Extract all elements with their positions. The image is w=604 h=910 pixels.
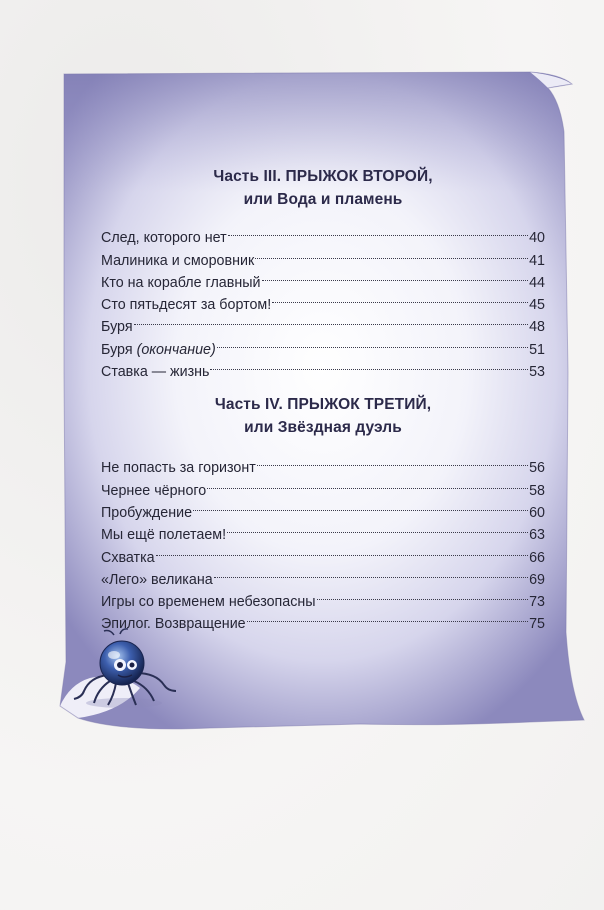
- part3-title: Часть III. ПРЫЖОК ВТОРОЙ,: [213, 168, 433, 185]
- page-number: 73: [529, 594, 545, 611]
- dot-leader: [214, 562, 528, 584]
- entry-title-main: Буря: [101, 341, 133, 358]
- page-number: 41: [529, 252, 545, 269]
- entry-title: Игры со временем небезопасны: [101, 594, 316, 611]
- dot-leader: [272, 287, 528, 309]
- dot-leader: [210, 354, 528, 376]
- dot-leader: [227, 517, 528, 539]
- page-number: 56: [529, 460, 545, 477]
- entry-title: Пробуждение: [101, 504, 193, 521]
- dot-leader: [317, 584, 529, 606]
- dot-leader: [156, 539, 528, 561]
- page-number: 63: [529, 527, 545, 544]
- toc-entry[interactable]: [101, 331, 545, 358]
- toc-entry[interactable]: [101, 309, 545, 336]
- dot-leader: [193, 495, 528, 517]
- entry-title: Буря: [101, 319, 133, 336]
- entry-title: «Лего» великана: [101, 571, 213, 588]
- dot-leader: [207, 472, 528, 494]
- entry-title: [101, 339, 216, 361]
- entry-title: Ставка — жизнь: [101, 364, 210, 381]
- page-number: 44: [529, 274, 545, 291]
- page-number: 48: [529, 319, 545, 336]
- entry-title: Схватка: [101, 549, 155, 566]
- page-number: 66: [529, 549, 545, 566]
- entry-title-italic: (окончание): [136, 341, 216, 358]
- page-number: 40: [529, 230, 545, 247]
- dot-leader: [247, 606, 528, 628]
- spider-robot-icon: [64, 625, 184, 715]
- entry-title: Чернее чёрного: [101, 482, 207, 499]
- entry-title: Сто пятьдесят за бортом!: [101, 297, 272, 314]
- dot-leader: [228, 220, 528, 242]
- part4-title: Часть IV. ПРЫЖОК ТРЕТИЙ,: [214, 396, 432, 414]
- page-number: 69: [529, 571, 545, 588]
- entry-title: Малиника и сморовник: [101, 252, 255, 269]
- toc-entry[interactable]: [101, 220, 545, 247]
- entry-title: Кто на корабле главный: [101, 274, 261, 291]
- part4-heading: [101, 393, 545, 439]
- dot-leader: [255, 242, 528, 264]
- entry-title: След, которого нет: [101, 230, 227, 247]
- toc-entry[interactable]: [101, 450, 545, 477]
- dot-leader: [257, 450, 528, 472]
- entry-title: Не попасть за горизонт: [101, 460, 256, 477]
- page-number: 75: [529, 616, 545, 633]
- table-of-contents: [101, 165, 545, 633]
- dot-leader: [262, 265, 529, 287]
- part4-subtitle: или Звёздная дуэль: [244, 419, 402, 437]
- part3-subtitle: или Вода и пламень: [243, 191, 403, 208]
- part3-heading: [101, 165, 545, 211]
- entry-title: Эпилог. Возвращение: [101, 616, 246, 633]
- page-number: 51: [529, 341, 545, 358]
- dot-leader: [217, 331, 528, 353]
- dot-leader: [134, 309, 529, 331]
- page-number: 58: [529, 482, 545, 499]
- toc-entry[interactable]: [101, 539, 545, 566]
- page-number: 53: [529, 364, 545, 381]
- page-number: 45: [529, 297, 545, 314]
- page-number: 60: [529, 504, 545, 521]
- entry-title: Мы ещё полетаем!: [101, 527, 227, 544]
- toc-entry[interactable]: [101, 562, 545, 588]
